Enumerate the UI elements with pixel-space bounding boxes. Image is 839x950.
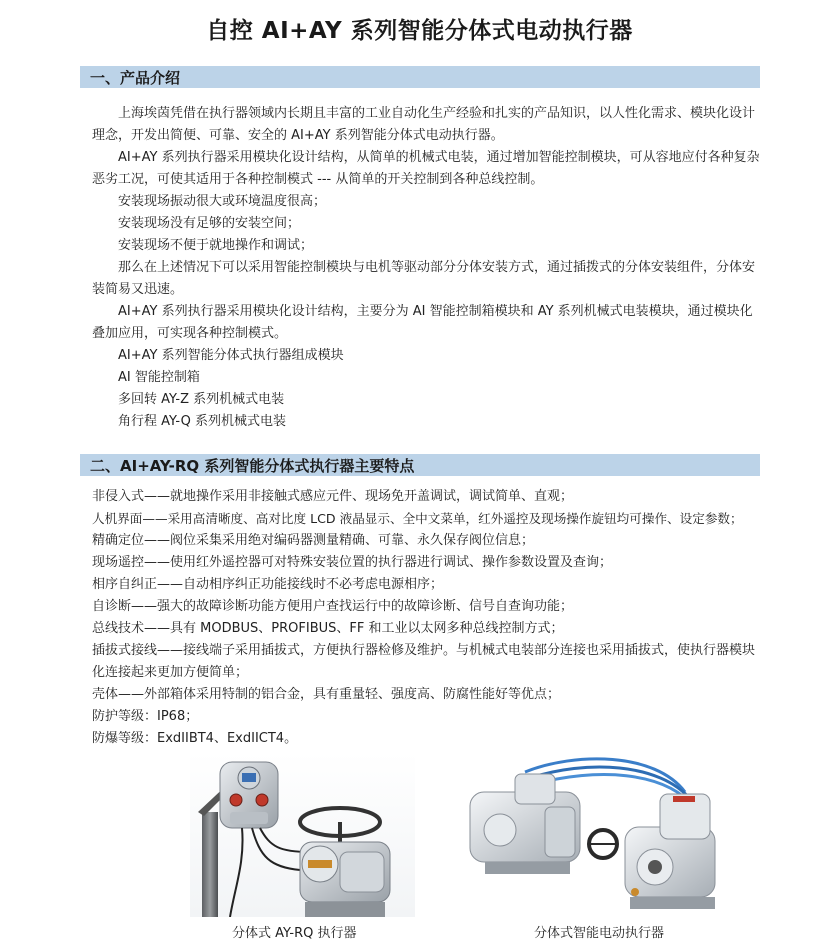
actuator-photo-left bbox=[190, 752, 415, 917]
intro-paragraph-1: 上海埃茵凭借在执行器领域内长期且丰富的工业自动化生产经验和扎实的产品知识，以人性化需求、模块化设计理念，开发出简便、可靠、安全的 AI+AY 系列智能分体式电动执行器。 bbox=[92, 106, 756, 143]
feature-hmi: 人机界面——采用高清晰度、高对比度 LCD 液晶显示、全中文菜单，红外遥控及现场操作旋钮均可操作、设定参数； bbox=[92, 511, 743, 526]
intro-line-modules: AI+AY 系列智能分体式执行器组成模块 bbox=[118, 348, 344, 363]
intro-paragraph-4: AI+AY 系列执行器采用模块化设计结构，主要分为 AI 智能控制箱模块和 AY 系列机械式电装模块，通过模块化叠加应用，可实现各种控制模式。 bbox=[92, 304, 753, 341]
caption-left-photo: 分体式 AY-RQ 执行器 bbox=[232, 926, 357, 941]
feature-bus: 总线技术——具有 MODBUS、PROFIBUS、FF 和工业以太网多种总线控制方式； bbox=[92, 621, 564, 636]
feature-remote: 现场遥控——使用红外遥控器可对特殊安装位置的执行器进行调试、操作参数设置及查询； bbox=[92, 555, 613, 570]
page-title: 自控 AI+AY 系列智能分体式电动执行器 bbox=[206, 18, 633, 44]
actuator-photo-right bbox=[455, 752, 740, 917]
intro-line-operation: 安装现场不便于就地操作和调试； bbox=[118, 238, 314, 253]
feature-protection: 防护等级：IP68； bbox=[92, 709, 199, 724]
feature-explosion: 防爆等级：ExdIIBT4、ExdIICT4。 bbox=[92, 731, 298, 746]
section-heading: 二、AI+AY-RQ 系列智能分体式执行器主要特点 bbox=[90, 457, 415, 475]
feature-plug-wiring: 插拔式接线——接线端子采用插拔式，方便执行器检修及维护。与机械式电装部分连接也采用插拔式，使执行器模块化连接起来更加方便简单； bbox=[92, 643, 756, 680]
intro-line-ay-q: 角行程 AY-Q 系列机械式电装 bbox=[118, 414, 286, 429]
feature-positioning: 精确定位——阀位采集采用绝对编码器测量精确、可靠、永久保存阀位信息； bbox=[92, 533, 535, 548]
intro-line-ai-box: AI 智能控制箱 bbox=[118, 370, 200, 385]
intro-paragraph-2: AI+AY 系列执行器采用模块化设计结构，从简单的机械式电装，通过增加智能控制模块，可从容地应付各种复杂恶劣工况，可使其适用于各种控制模式 --- 从简单的开关控制到各种总线控制。 bbox=[92, 150, 760, 187]
intro-line-space: 安装现场没有足够的安装空间； bbox=[118, 216, 301, 231]
intro-line-vibration: 安装现场振动很大或环境温度很高； bbox=[118, 194, 327, 209]
feature-non-intrusive: 非侵入式——就地操作采用非接触式感应元件、现场免开盖调试，调试简单、直观； bbox=[92, 489, 574, 504]
section-heading: 一、产品介绍 bbox=[90, 69, 181, 87]
intro-line-ay-z: 多回转 AY-Z 系列机械式电装 bbox=[118, 392, 285, 407]
intro-paragraph-3: 那么在上述情况下可以采用智能控制模块与电机等驱动部分分体安装方式，通过插拨式的分体安装组件，分体安装简易又迅速。 bbox=[92, 260, 756, 297]
feature-housing: 壳体——外部箱体采用特制的铝合金，具有重量轻、强度高、防腐性能好等优点； bbox=[92, 687, 561, 702]
caption-right-photo: 分体式智能电动执行器 bbox=[534, 926, 665, 941]
section-header-features bbox=[80, 454, 760, 476]
feature-phase: 相序自纠正——自动相序纠正功能接线时不必考虑电源相序； bbox=[92, 577, 444, 592]
feature-diagnosis: 自诊断——强大的故障诊断功能方便用户查找运行中的故障诊断、信号自查询功能； bbox=[92, 599, 574, 614]
section-header-intro bbox=[80, 66, 760, 88]
